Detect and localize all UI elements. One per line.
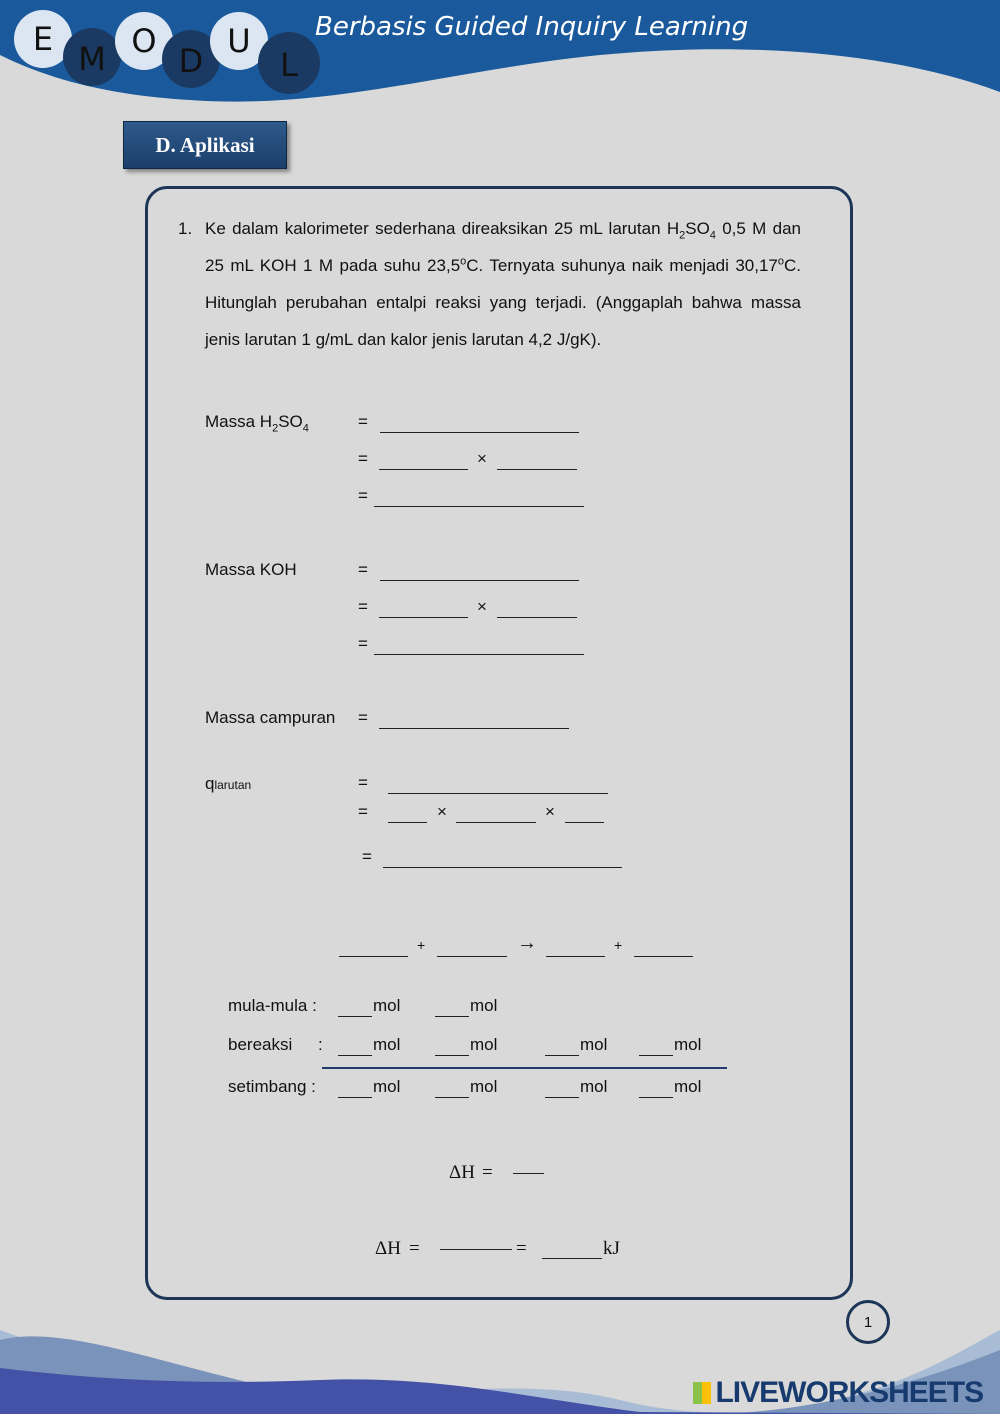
row-label-bereaksi: bereaksi [228,1035,293,1054]
times-sign: × [545,802,555,821]
equals: = [358,486,368,505]
massa-campuran-input[interactable] [379,710,569,729]
volume-koh-input[interactable] [379,599,468,618]
mol-input-r3-c1[interactable] [338,1079,372,1098]
liveworksheets-logo: LIVEWORKSHEETS [693,1376,983,1410]
delta-h-denominator-input[interactable] [513,1175,544,1193]
equals: = [358,802,368,821]
question-text: Ke dalam kalorimeter sederhana direaksikan 25 mL larutan $H_2SO_4$ 0,5 M dan 25 mL KOH 1 M pada suhu 23,5$^o$C. Ternyata suhunya naik menjadi 30,17$^o$C. Hitunglah perubahan entalpi reaksi yang terjadi. (Anggaplah bahwa massa jenis larutan 1 g/mL dan kalor jenis larutan 4,2 J/gK). [205,219,801,349]
fraction-bar [440,1249,512,1250]
reactant-2-input[interactable] [437,938,507,957]
equals: = [358,773,368,792]
logo-letter-u: U [210,12,268,70]
q-result-input[interactable] [383,849,622,868]
equals: = [358,708,368,727]
mol-unit: mol [470,996,498,1015]
mol-unit: mol [674,1035,702,1054]
delta-h-q-input[interactable] [440,1226,512,1244]
delta-h-label: ΔH [449,1162,475,1183]
massa-h2so4-result-input[interactable] [374,488,584,507]
mol-input-r1-c2[interactable] [435,998,469,1017]
logo-letter-d: D [162,30,220,88]
logo-letter-e: E [14,10,72,68]
mol-unit: mol [674,1077,702,1096]
plus-sign: + [417,937,426,953]
reactant-1-input[interactable] [339,938,408,957]
times-sign: × [477,449,487,468]
logo-letter-m: M [63,28,121,86]
colon: : [318,1035,323,1054]
header-subtitle: Berbasis Guided Inquiry Learning [315,12,749,42]
massa-koh-result-input[interactable] [374,636,584,655]
label-massa-koh: Massa KOH [205,560,297,579]
row-label-mula-mula: mula-mula : [228,996,317,1015]
mol-input-r1-c1[interactable] [338,998,372,1017]
mol-input-r3-c4[interactable] [639,1079,673,1098]
density-koh-input[interactable] [497,599,577,618]
delta-h-mol-input[interactable] [440,1251,512,1269]
equals: = [516,1238,527,1259]
mol-input-r3-c3[interactable] [545,1079,579,1098]
equals: = [482,1162,493,1183]
mol-input-r2-c3[interactable] [545,1037,579,1056]
section-title: D. Aplikasi [123,121,287,169]
mol-unit: mol [373,1077,401,1096]
equals: = [358,449,368,468]
product-2-input[interactable] [634,938,693,957]
page-number: 1 [846,1300,890,1344]
density-h2so4-input[interactable] [497,451,577,470]
mol-unit: mol [373,996,401,1015]
fraction-bar [513,1173,544,1174]
times-sign: × [437,802,447,821]
row-label-setimbang: setimbang : [228,1077,316,1096]
massa-koh-input[interactable] [380,562,579,581]
massa-h2so4-input[interactable] [380,414,579,433]
mol-input-r3-c2[interactable] [435,1079,469,1098]
equals: = [358,597,368,616]
unit-kj: kJ [603,1238,620,1259]
mol-input-r2-c1[interactable] [338,1037,372,1056]
equals: = [409,1238,420,1259]
q-delta-t-input[interactable] [565,804,604,823]
q-mass-input[interactable] [388,804,427,823]
label-massa-h2so4: Massa $H_2SO_4$ [205,412,309,435]
logo-letter-o: O [115,12,173,70]
mol-unit: mol [373,1035,401,1054]
equals: = [358,412,368,431]
label-massa-campuran: Massa campuran [205,708,336,727]
arrow-right-icon: → [517,932,537,954]
plus-sign: + [614,937,623,953]
q-heat-capacity-input[interactable] [456,804,536,823]
mol-input-r2-c4[interactable] [639,1037,673,1056]
mol-unit: mol [580,1077,608,1096]
mol-input-r2-c2[interactable] [435,1037,469,1056]
equals: = [362,847,372,866]
mol-unit: mol [580,1035,608,1054]
mol-unit: mol [470,1035,498,1054]
product-1-input[interactable] [546,938,605,957]
delta-h-result-input[interactable] [542,1240,602,1259]
times-sign: × [477,597,487,616]
equals: = [358,634,368,653]
question-number: 1. [178,219,193,238]
logo-letter-l: L [258,32,320,94]
delta-h-label: ΔH [375,1238,401,1259]
equals: = [358,560,368,579]
volume-h2so4-input[interactable] [379,451,468,470]
label-q-larutan: qlarutan [205,774,252,793]
mol-unit: mol [470,1077,498,1096]
delta-h-numerator-input[interactable] [513,1150,544,1168]
sum-divider-line [322,1067,727,1069]
q-larutan-input[interactable] [388,775,608,794]
